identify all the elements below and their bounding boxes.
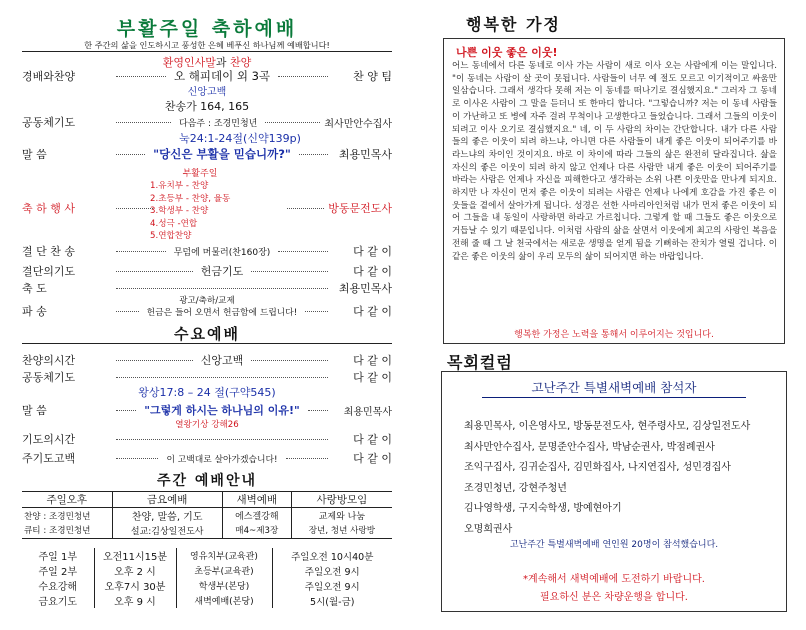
leader-dots xyxy=(116,288,328,289)
wed-prayer-row xyxy=(22,369,392,385)
wed-prayer-label: 공동체기도 xyxy=(22,371,76,384)
leader-dots xyxy=(287,208,324,209)
leader-dots xyxy=(116,410,136,411)
prayer-label: 공동체기도 xyxy=(22,116,76,129)
table-cell: 에스겔강해 xyxy=(222,508,291,524)
table-cell: 수요강해 xyxy=(38,582,78,593)
happy-body: 어느 동네에서 다른 동네로 이사 가는 사람이 새로 이사 오는 사람에게 이는 말입니다. "이 동네는 사람이 살 곳이 못됩니다. 사람들이 너무 예 절도 모르고 이기적이고 싸움만 일삼습니다. 그래서 생각다 못해 저는 이 동네를 떠나기로 결심했지요." 그러자 그 동네로 이사온 사람이 그 말을 듣더니 또 한마디 합니다. "그렇습니까? 저는 이 동네 사람들이 가난하고 또 병에 자주 걸려 무척이나 고생한다고 들었습니다. 그래서 그들의 이웃이 되려고 이사 오기로 결심했지요." 네, 이 두 사람의 차이는 간단합니다. 내가 다른 사람들의 좋은 이웃이 되려 하느냐, 아니면 다른 사람들이 내게 좋은 이웃이 되어주기를 바라느냐의 차이인 것이지요. 바로 이 차이에 따라 그들의 삶은 완전히 달라집니다. 삶을 자신의 좋은 이웃이 되려 하지 않고 언제나 다른 사람만 내게 좋은 이웃이 되어주기를 바라는 사람은 언제나 자신을 피해한다고 생각하는 소위 나쁜 이웃만을 만나게 되지요. 하지만 나 자신이 먼저 좋은 이웃이 되려는 사람은 언제나 나에게 호감을 가진 좋은 이웃들을 곁에서 살아가게 됩니다. 성경은 선한 사마리아인처럼 내가 먼저 좋은 이웃이 되어 그들을 내 동일이 사랑하면 하라고 가르칩니다. 그렇게 할 때 그들도 좋은 이웃으로 거듭날 수 있기 때문입니다. 이처럼 사람의 삶을 살면서 이웃에게 최고의 사랑인 복음을 전해 줄 때 그 날 천국에서는 새로운 생명을 얻게 됨을 기뻐하는 잔치가 열릴 겁니다. 이 같은 좋은 이웃의 삶이 우리 모두의 삶이 되어지면 하는 바랍입니다. xyxy=(452,61,777,262)
praise-row xyxy=(22,68,392,84)
happy-footer: 행복한 가정은 노력을 통해서 이루어지는 것입니다. xyxy=(514,330,714,340)
table-cell: 큐티 : 조경민청년 xyxy=(24,526,91,537)
wed-divider xyxy=(22,343,392,344)
table-cell: 새벽예배(본당) xyxy=(176,593,272,608)
closing-prayer-label: 결단의기도 xyxy=(22,265,76,278)
hymn-line: 찬송가 164, 165 xyxy=(164,100,250,113)
sermon-label: 말 씀 xyxy=(22,148,47,161)
leader-dots xyxy=(299,154,328,155)
wed-sermon-row xyxy=(22,402,392,418)
table-cell: 매4~제3장 xyxy=(222,523,291,538)
wed-praise-label: 찬양의시간 xyxy=(22,354,76,367)
sunday-title: 부활주일 축하예배 xyxy=(116,18,298,40)
leader-dots xyxy=(286,458,328,459)
welcome-connector: 과 xyxy=(215,56,230,69)
praise-leader: 찬 양 팀 xyxy=(353,70,393,83)
leader-dots xyxy=(251,271,328,272)
table-cell: 학생부(본당) xyxy=(176,578,272,593)
praise-label: 경배와찬양 xyxy=(22,70,76,83)
closing-hymn-title: 무덤에 머물러(찬160장) xyxy=(173,247,271,258)
leader-dots xyxy=(116,251,166,252)
wed-creed: 신앙고백 xyxy=(200,354,244,367)
wed-sermon-label: 말 씀 xyxy=(22,404,47,417)
closing-hymn-row xyxy=(22,243,392,259)
leader-dots xyxy=(116,377,328,378)
sermon-row xyxy=(22,146,392,162)
week-title: 주간 예배안내 xyxy=(156,473,258,489)
creed-line: 신앙고백 xyxy=(187,87,227,98)
table-row xyxy=(22,593,392,608)
week-table xyxy=(22,491,392,539)
sunday-subtitle: 한 주간의 삶을 인도하시고 풍성한 은혜 베푸신 하나님께 예배합니다! xyxy=(84,40,330,50)
event-title: 부활주일 xyxy=(182,169,218,179)
table-cell: 찬양, 말씀, 기도 xyxy=(112,508,222,524)
benediction-who: 최용민목사 xyxy=(338,282,392,295)
table-cell: 설교:김상일전도사 xyxy=(112,523,222,538)
event-row xyxy=(22,200,392,216)
list-item: 최용민목사, 이은영사모, 방동문전도사, 현주령사모, 김상일전도사 xyxy=(464,421,751,432)
wed-praise-row xyxy=(22,352,392,368)
table-cell: 주일 2부 xyxy=(38,567,78,578)
dismiss-line1: 광고/축하/교제 xyxy=(179,296,235,306)
pastor-column-box xyxy=(441,371,787,612)
wed-sermon-title: "그렇게 하시는 하나님의 이유!" xyxy=(144,404,300,417)
table-cell: 5시(월-금) xyxy=(272,593,392,608)
title-divider xyxy=(22,51,392,52)
dismiss-line2: 헌금은 들어 오면서 헌금함에 드립니다! xyxy=(146,307,298,318)
list-item: 2.초등부 - 찬양, 율동 xyxy=(150,193,231,204)
leader-dots xyxy=(116,122,171,123)
week-header-cell: 주일오후 xyxy=(46,494,88,506)
wed-pray-label: 기도의시간 xyxy=(22,433,76,446)
wed-reading: 열왕기상 강해26 xyxy=(175,420,239,430)
wed-title: 수요예배 xyxy=(174,325,240,343)
table-row xyxy=(22,523,392,538)
wed-pray-row xyxy=(22,431,392,447)
wed-scripture: 왕상17:8 – 24 절(구약545) xyxy=(138,386,276,399)
wed-pray-who: 다 같 이 xyxy=(353,433,392,446)
prayer-next: 다음주 : 조경민청년 xyxy=(179,118,258,129)
list-item: 4.성극 -연합 xyxy=(150,218,198,229)
list-item: 조익구집사, 김귀순집사, 김민화집사, 나지연집사, 성민경집사 xyxy=(464,462,731,473)
wed-lord-text: 이 고백대로 살아가겠습니다! xyxy=(166,454,278,465)
event-label: 축 하 행 사 xyxy=(22,202,75,215)
welcome-praise: 찬양 xyxy=(230,56,252,69)
sermon-preacher: 최용민목사 xyxy=(338,148,392,161)
closing-prayer-who: 다 같 이 xyxy=(353,265,393,278)
column-note: 고난주간 특별새벽예배 연인원 20명이 참석했습니다. xyxy=(509,540,719,550)
table-cell: 오후 9 시 xyxy=(94,593,176,608)
leader-dots xyxy=(116,311,139,312)
table-cell: 오후 2 시 xyxy=(94,563,176,578)
table-row xyxy=(22,508,392,524)
leader-dots xyxy=(116,208,153,209)
offering-prayer: 헌금기도 xyxy=(200,265,244,278)
list-item: 최사만안수집사, 문명준안수집사, 박남순권사, 박점례권사 xyxy=(464,441,715,453)
table-cell: 금요기도 xyxy=(38,597,78,608)
table-cell: 주일오전 9시 xyxy=(272,578,392,593)
wed-lord-who: 다 같 이 xyxy=(353,452,392,465)
leader-dots xyxy=(278,251,328,252)
welcome-text: 환영인사말 xyxy=(162,56,216,69)
table-cell: 초등부(교육관) xyxy=(176,563,272,578)
week-header-cell: 금요예배 xyxy=(112,492,222,508)
schedule-table xyxy=(22,548,392,608)
happy-family-box xyxy=(443,38,785,344)
closing-hymn-label: 결 단 찬 송 xyxy=(22,245,75,258)
column-red-note-1: *계속해서 새벽예배에 도전하기 바랍니다. xyxy=(523,574,705,585)
benediction-label: 축 도 xyxy=(22,282,47,295)
wed-sermon-preacher: 최용민목사 xyxy=(343,406,393,418)
week-header-cell: 사랑방모임 xyxy=(291,492,392,508)
list-item: 1.유치부 - 찬양 xyxy=(150,181,209,191)
table-cell: 찬양 : 조경민청년 xyxy=(24,511,91,522)
leader-dots xyxy=(116,271,193,272)
leader-dots xyxy=(305,311,328,312)
table-row xyxy=(22,563,392,578)
column-heading: 고난주간 특별새벽예배 참석자 xyxy=(531,380,697,395)
column-divider xyxy=(482,397,746,398)
list-item: 오명희권사 xyxy=(464,523,513,535)
closing-prayer-row xyxy=(22,263,392,279)
week-header-row xyxy=(22,492,392,508)
prayer-row xyxy=(22,114,392,130)
wed-prayer-who: 다 같 이 xyxy=(353,371,392,384)
table-row xyxy=(22,548,392,563)
table-cell: 교제와 나눔 xyxy=(291,508,392,524)
happy-family-title: 행복한 가정 xyxy=(466,15,561,34)
event-leader: 방동문전도사 xyxy=(328,202,393,215)
praise-song: 오 해피데이 외 3곡 xyxy=(173,69,271,83)
dismiss-who: 다 같 이 xyxy=(353,305,392,318)
sermon-title: "당신은 부활을 믿습니까?" xyxy=(153,147,291,161)
closing-hymn-who: 다 같 이 xyxy=(353,245,392,258)
table-row xyxy=(22,578,392,593)
column-red-note-2: 필요하신 분은 차량운행을 합니다. xyxy=(540,592,688,603)
wed-lord-row xyxy=(22,450,392,466)
leader-dots xyxy=(116,76,166,77)
list-item: 5.연합찬양 xyxy=(150,231,192,241)
list-item: 조경민청년, 강현주청년 xyxy=(464,482,567,494)
leader-dots xyxy=(116,154,145,155)
dismiss-row xyxy=(22,303,392,319)
list-item: 김나영학생, 구지숙학생, 방예현아기 xyxy=(464,503,622,514)
leader-dots xyxy=(251,360,328,361)
prayer-leader: 최사만안수집사 xyxy=(324,118,392,130)
leader-dots xyxy=(308,410,328,411)
leader-dots xyxy=(278,76,328,77)
week-header-cell: 새벽예배 xyxy=(222,492,291,508)
list-item: 3.학생부 - 찬양 xyxy=(150,206,209,216)
leader-dots xyxy=(116,439,328,440)
leader-dots xyxy=(116,360,193,361)
scripture-line: 눅24:1-24절(신약139p) xyxy=(179,132,301,145)
table-cell: 주일오전 10시40분 xyxy=(272,548,392,563)
table-cell: 장년, 청년 사랑방 xyxy=(291,523,392,538)
table-cell: 오전11시15분 xyxy=(94,548,176,563)
leader-dots xyxy=(116,458,158,459)
dismiss-label: 파 송 xyxy=(22,305,47,318)
leader-dots xyxy=(265,122,320,123)
table-cell: 주일오전 9시 xyxy=(272,563,392,578)
wed-praise-who: 다 같 이 xyxy=(353,354,393,367)
table-cell: 주일 1부 xyxy=(38,552,78,563)
table-cell: 오후7시 30분 xyxy=(94,578,176,593)
attendee-list xyxy=(464,417,750,540)
pastor-column-title: 목회컬럼 xyxy=(447,353,513,372)
table-cell: 영유치부(교육관) xyxy=(176,548,272,563)
wed-lord-label: 주기도고백 xyxy=(22,452,76,465)
happy-heading: 나쁜 이웃 좋은 이웃! xyxy=(456,46,558,59)
